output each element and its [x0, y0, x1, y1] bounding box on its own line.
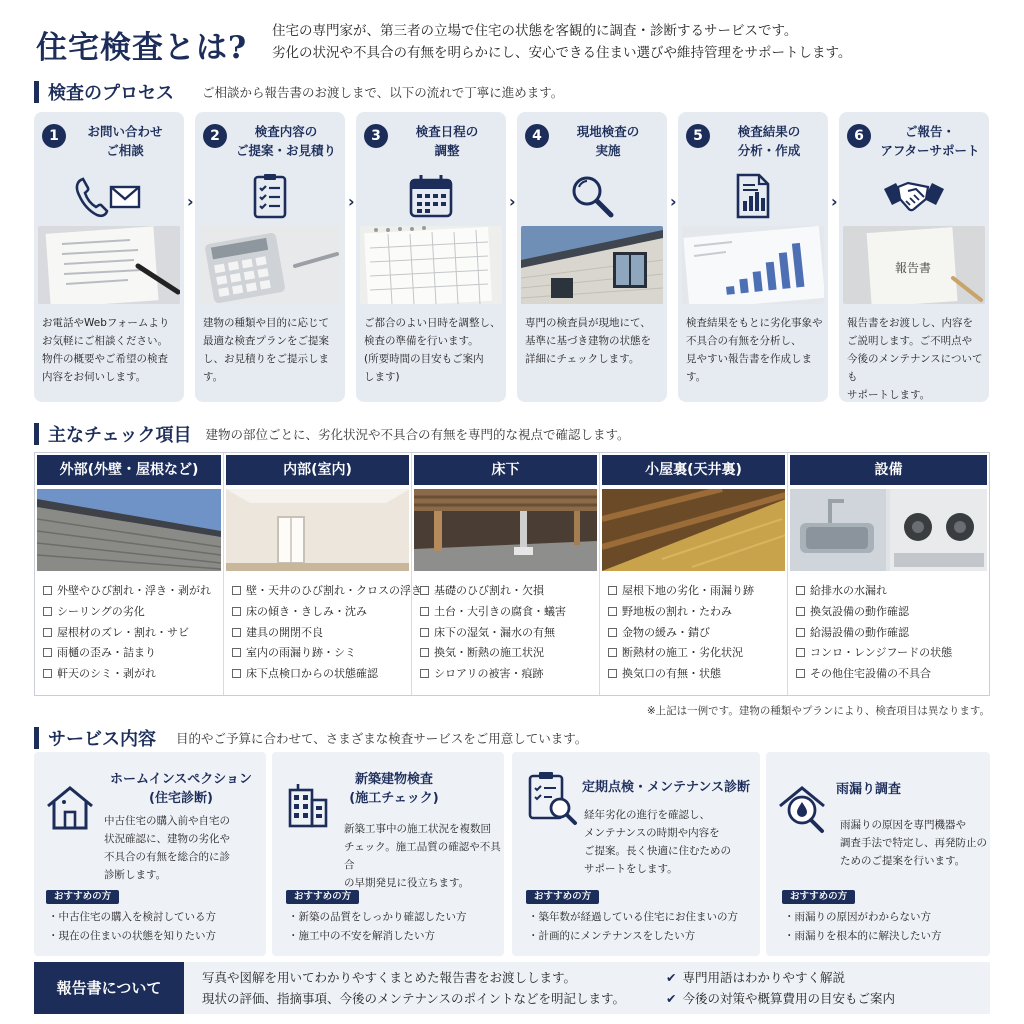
service-card-leak: [766, 752, 990, 956]
step-description: 建物の種類や目的に応じて 最適な検査プランをご提案 し、お見積りをご提示します。: [203, 317, 329, 383]
check-list: [608, 581, 785, 685]
check-item: 壁・天井のひび割れ・クロスの浮き: [232, 581, 409, 602]
checkbox-icon: [796, 586, 805, 595]
report-point: ✔ 専門用語はわかりやすく解説: [666, 970, 845, 985]
recommend-list: [48, 908, 216, 946]
recommend-item: ・雨漏りを根本的に解決したい方: [784, 930, 942, 942]
check-item: 給排水の水漏れ: [796, 581, 987, 602]
house-leak-icon: [776, 780, 832, 836]
recommend-badge: おすすめの方: [46, 890, 119, 904]
checks-section-header: [34, 422, 629, 446]
exterior-wall-photo: [37, 489, 221, 571]
step-description: ご都合のよい日時を調整し、 検査の準備を行います。 (所要時間の目安もご案内 します): [364, 317, 501, 383]
check-item: シロアリの被害・痕跡: [420, 664, 597, 685]
step-description: 検査結果をもとに劣化事象や 不具合の有無を分析し、 見やすい報告書を作成します。: [686, 317, 823, 383]
recommend-item: ・施工中の不安を解消したい方: [288, 930, 435, 942]
checkbox-icon: [796, 607, 805, 616]
calendar-photo: [360, 226, 502, 304]
report-badge: 報告書について: [34, 962, 184, 1014]
check-list: [43, 581, 221, 685]
recommend-item: ・現在の住まいの状態を知りたい方: [48, 930, 216, 942]
chevron-right-icon: ›: [509, 192, 516, 211]
checkbox-icon: [43, 586, 52, 595]
checkbox-icon: [796, 628, 805, 637]
services-section-header: [34, 726, 587, 750]
report-doc-icon: [678, 168, 828, 224]
step-title: ご報告・ アフターサポート: [880, 124, 980, 158]
service-title: 新築建物検査 (施工チェック): [349, 772, 439, 806]
clipboard-magnifier-icon: [524, 768, 580, 824]
check-column-equipment: [787, 453, 989, 695]
column-heading: 小屋裏(天井裏): [602, 455, 785, 485]
step-description: お電話やWebフォームより お気軽にご相談ください。 物件の概要やご希望の検査 内容をお伺いします。: [42, 317, 170, 383]
process-subtitle: ご相談から報告書のお渡しまで、以下の流れで丁寧に進めます。: [202, 85, 564, 100]
checklist-icon: [195, 168, 345, 224]
check-item: シーリングの劣化: [43, 602, 221, 623]
clipboard-photo: [38, 226, 180, 304]
checkbox-icon: [43, 648, 52, 657]
checkbox-icon: [796, 669, 805, 678]
check-item: 換気口の有無・状態: [608, 664, 785, 685]
checkmark-icon: ✔: [666, 991, 677, 1006]
step-number: 4: [525, 124, 549, 148]
service-description: 新築工事中の施工状況を複数回 チェック。施工品質の確認や不具合 の早期発見に役立ちます。: [344, 823, 501, 889]
process-step-5: [678, 112, 828, 402]
check-item: 金物の緩み・錆び: [608, 623, 785, 644]
kitchen-equipment-photo: [790, 489, 987, 571]
check-column-underfloor: [411, 453, 599, 695]
check-column-interior: [223, 453, 422, 695]
report-description: 写真や図解を用いてわかりやすくまとめた報告書をお渡しします。 現状の評価、指摘事項、今後のメンテナンスのポイントなどを明記します。: [202, 970, 626, 1006]
step-number: 6: [847, 124, 871, 148]
check-item: 床下点検口からの状態確認: [232, 664, 409, 685]
report-point: ✔ 今後の対策や概算費用の目安もご案内: [666, 991, 895, 1006]
recommend-item: ・雨漏りの原因がわからない方: [784, 911, 931, 923]
checkbox-icon: [420, 607, 429, 616]
step-number: 1: [42, 124, 66, 148]
column-heading: 床下: [414, 455, 597, 485]
check-column-attic: [599, 453, 787, 695]
checkbox-icon: [796, 648, 805, 657]
recommend-badge: おすすめの方: [782, 890, 855, 904]
checkbox-icon: [608, 607, 617, 616]
check-item: 屋根材のズレ・割れ・サビ: [43, 623, 221, 644]
process-step-3: [356, 112, 506, 402]
service-title: 雨漏り調査: [836, 782, 902, 797]
calculator-photo: [199, 226, 341, 304]
service-description: 経年劣化の進行を確認し、 メンテナンスの時期や内容を ご提案。長く快適に住むための サポートをします。: [584, 809, 731, 875]
phone-mail-icon: [34, 168, 184, 224]
process-step-4: [517, 112, 667, 402]
recommend-list: [784, 908, 942, 946]
checkbox-icon: [43, 607, 52, 616]
check-item: 断熱材の施工・劣化状況: [608, 643, 785, 664]
service-description: 雨漏りの原因を専門機器や 調査手法で特定し、再発防止の ためのご提案を行います。: [840, 819, 987, 867]
attic-photo: [602, 489, 785, 571]
graph-report-photo: [682, 226, 824, 304]
checkbox-icon: [43, 628, 52, 637]
report-paper-label: 報告書: [894, 261, 932, 275]
checkbox-icon: [420, 628, 429, 637]
check-items-table: [34, 452, 990, 696]
chevron-right-icon: ›: [348, 192, 355, 211]
check-item: 床の傾き・きしみ・沈み: [232, 602, 409, 623]
building-icon: [282, 780, 338, 836]
house-exterior-photo: [521, 226, 663, 304]
column-heading: 設備: [790, 455, 987, 485]
step-number: 3: [364, 124, 388, 148]
service-description: 中古住宅の購入前や自宅の 状況確認に、建物の劣化や 不具合の有無を総合的に診 診断します。: [104, 815, 230, 881]
checkbox-icon: [232, 607, 241, 616]
service-title: 定期点検・メンテナンス診断: [582, 780, 750, 795]
recommend-badge: おすすめの方: [286, 890, 359, 904]
checkbox-icon: [608, 586, 617, 595]
check-item: その他住宅設備の不具合: [796, 664, 987, 685]
checkbox-icon: [232, 669, 241, 678]
checkbox-icon: [608, 669, 617, 678]
checkbox-icon: [608, 648, 617, 657]
checkbox-icon: [232, 648, 241, 657]
checkbox-icon: [43, 669, 52, 678]
step-title: 現地検査の 実施: [576, 124, 640, 158]
report-paper-photo: [843, 226, 985, 304]
check-item: 給湯設備の動作確認: [796, 623, 987, 644]
step-title: 検査内容の ご提案・お見積り: [235, 124, 336, 158]
handshake-icon: [839, 168, 989, 224]
service-card-home-inspection: [34, 752, 266, 956]
recommend-item: ・新築の品質をしっかり確認したい方: [288, 911, 467, 923]
process-step-1: [34, 112, 184, 402]
interior-room-photo: [226, 489, 409, 571]
check-list: [420, 581, 597, 685]
check-list: [796, 581, 987, 685]
service-title: ホームインスペクション (住宅診断): [109, 772, 253, 806]
checks-note: ※上記は一例です。建物の種類やプランにより、検査項目は異なります。: [646, 705, 990, 717]
services-title: サービス内容: [48, 729, 156, 750]
service-card-periodic: [512, 752, 760, 956]
process-section-header: [34, 80, 563, 104]
step-title: 検査結果の 分析・作成: [737, 124, 801, 158]
checks-subtitle: 建物の部位ごとに、劣化状況や不具合の有無を専門的な視点で確認します。: [205, 427, 630, 442]
process-step-2: [195, 112, 345, 402]
check-item: 換気・断熱の施工状況: [420, 643, 597, 664]
checkbox-icon: [232, 628, 241, 637]
check-list: [232, 581, 422, 685]
service-cards: [34, 752, 990, 956]
checkmark-icon: ✔: [666, 970, 677, 985]
check-item: 軒天のシミ・剥がれ: [43, 664, 221, 685]
house-icon: [44, 782, 100, 838]
page-title: 住宅検査とは?: [36, 30, 248, 66]
step-title: 検査日程の 調整: [415, 124, 479, 158]
step-title: お問い合わせ ご相談: [87, 124, 163, 158]
page-header: [36, 18, 996, 74]
column-heading: 外部(外壁・屋根など): [37, 455, 221, 485]
check-item: 外壁やひび割れ・浮き・剥がれ: [43, 581, 221, 602]
checkbox-icon: [420, 669, 429, 678]
chevron-right-icon: ›: [187, 192, 194, 211]
step-number: 5: [686, 124, 710, 148]
step-number: 2: [203, 124, 227, 148]
check-item: 土台・大引きの腐食・蟻害: [420, 602, 597, 623]
recommend-list: [288, 908, 467, 946]
section-marker: [34, 81, 39, 103]
recommend-item: ・築年数が経過している住宅にお住まいの方: [528, 911, 738, 923]
chevron-right-icon: ›: [831, 192, 838, 211]
magnifier-icon: [517, 168, 667, 224]
service-card-new-build: [272, 752, 504, 956]
check-item: 換気設備の動作確認: [796, 602, 987, 623]
check-item: 野地板の割れ・たわみ: [608, 602, 785, 623]
checkbox-icon: [420, 648, 429, 657]
checks-title: 主なチェック項目: [48, 425, 192, 446]
page-description: 住宅の専門家が、第三者の立場で住宅の状態を客観的に調査・診断するサービスです。 劣化の状況や不具合の有無を明らかにし、安心できる住まい選びや維持管理をサポートします。: [272, 23, 852, 61]
recommend-item: ・計画的にメンテナンスをしたい方: [528, 930, 696, 942]
check-item: 屋根下地の劣化・雨漏り跡: [608, 581, 785, 602]
step-description: 専門の検査員が現地にて、 基準に基づき建物の状態を 詳細にチェックします。: [525, 317, 651, 365]
report-points: [666, 967, 895, 1009]
check-item: 基礎のひび割れ・欠損: [420, 581, 597, 602]
check-item: 建具の開閉不良: [232, 623, 409, 644]
checkbox-icon: [232, 586, 241, 595]
check-item: 雨樋の歪み・詰まり: [43, 643, 221, 664]
recommend-list: [528, 908, 738, 946]
process-step-6: [839, 112, 989, 402]
step-description: 報告書をお渡しし、内容を ご説明します。ご不明点や 今後のメンテナンスについても サポートします。: [847, 317, 983, 401]
check-item: コンロ・レンジフードの状態: [796, 643, 987, 664]
recommend-badge: おすすめの方: [526, 890, 599, 904]
underfloor-photo: [414, 489, 597, 571]
check-item: 床下の湿気・漏水の有無: [420, 623, 597, 644]
services-subtitle: 目的やご予算に合わせて、さまざまな検査サービスをご用意しています。: [176, 731, 588, 746]
check-column-exterior: [35, 453, 223, 695]
chevron-right-icon: ›: [670, 192, 677, 211]
report-section: [34, 962, 990, 1014]
check-item: 室内の雨漏り跡・シミ: [232, 643, 409, 664]
recommend-item: ・中古住宅の購入を検討している方: [48, 911, 216, 923]
checkbox-icon: [420, 586, 429, 595]
column-heading: 内部(室内): [226, 455, 409, 485]
process-steps: [34, 112, 992, 402]
calendar-icon: [356, 168, 506, 224]
checkbox-icon: [608, 628, 617, 637]
process-title: 検査のプロセス: [48, 83, 174, 104]
section-marker: [34, 423, 39, 445]
section-marker: [34, 727, 39, 749]
